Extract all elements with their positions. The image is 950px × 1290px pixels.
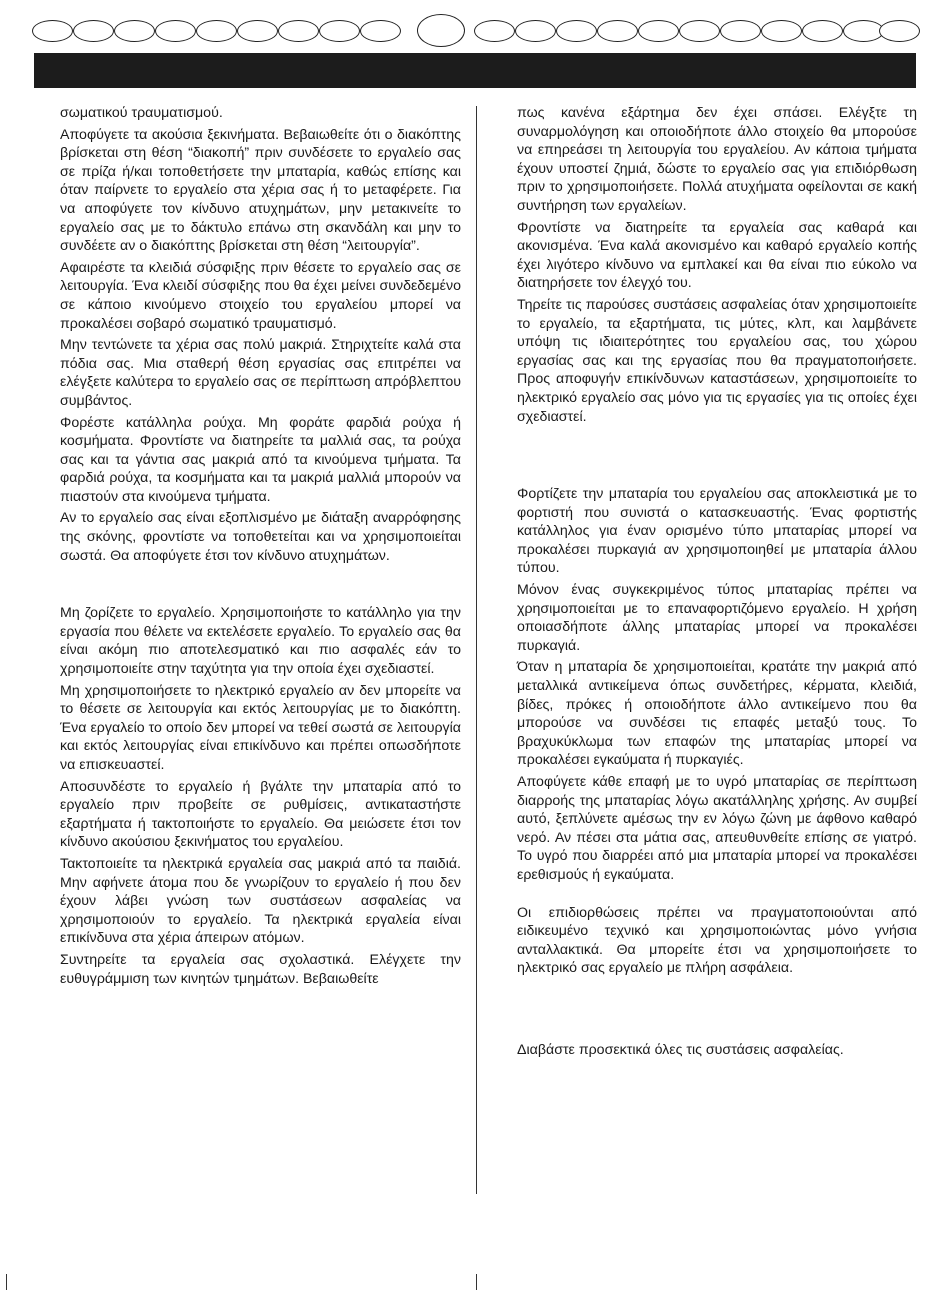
language-tab[interactable] bbox=[638, 20, 679, 42]
language-tab[interactable] bbox=[720, 20, 761, 42]
column-divider bbox=[476, 106, 477, 1194]
paragraph: σωματικού τραυματισμού. bbox=[60, 105, 223, 121]
language-tab[interactable] bbox=[73, 20, 114, 42]
language-tab[interactable] bbox=[597, 20, 638, 42]
language-tab[interactable] bbox=[360, 20, 401, 42]
language-tab[interactable] bbox=[155, 20, 196, 42]
header-bar bbox=[34, 53, 916, 88]
language-tab[interactable] bbox=[802, 20, 843, 42]
paragraph: Αποφύγετε τα ακούσια ξεκινήματα. Βεβαιωθείτε ότι ο διακόπτης βρίσκεται στη θέση “διακοπή” πριν συνδέσετε το εργαλείο σας σε πρίζα ή/και τοποθετήσετε την μπαταρία, καθώς επίσης και όταν παίρνετε το εργαλείο στα χέρια σας ή το μεταφέρετε. Για να αποφύγετε τον κίνδυνο ατυχημάτων, μην μετακινείτε το εργαλείο σας με το δάκτυλο επάνω στη σκανδάλη και μην το συνδέετε αν ο διακόπτης βρίσκεται στη θέση “λειτουργία”. bbox=[60, 126, 461, 255]
language-tab[interactable] bbox=[278, 20, 319, 42]
paragraph: Αποφύγετε κάθε επαφή με το υγρό μπαταρίας σε περίπτωση διαρροής της μπαταρίας λόγω ακατάλληλης χρήσης. Αν συμβεί αυτό, ξεπλύνετε αμέσως την εν λόγω ζώνη με άφθονο καθαρό νερό. Αν πέσει στα μάτια σας, απευθυνθείτε επίσης σε γιατρό. Το υγρό που διαρρέει από μια μπαταρία μπορεί να προκαλέσει ερεθισμούς ή εγκαύματα. bbox=[517, 774, 917, 883]
language-tab[interactable] bbox=[515, 20, 556, 42]
paragraph: Οι επιδιορθώσεις πρέπει να πραγματοποιούνται από ειδικευμένο τεχνικό και χρησιμοποιώντας μόνο γνήσια ανταλλακτικά. Θα μπορείτε έτσι να χρησιμοποιήσετε το ηλεκτρικό σας εργαλείο με πλήρη ασφάλεια. bbox=[517, 904, 917, 977]
paragraph: Μην τεντώνετε τα χέρια σας πολύ μακριά. Στηριχτείτε καλά στα πόδια σας. Μια σταθερή θέση εργασίας σας επιτρέπει να ελέγξετε καλύτερα το εργαλείο σας σε περίπτωση απρόβλεπτου συμβάντος. bbox=[60, 337, 461, 409]
language-tab[interactable] bbox=[319, 20, 360, 42]
paragraph: Φορτίζετε την μπαταρία του εργαλείου σας αποκλειστικά με το φορτιστή που συνιστά ο κατασκευαστής. Ένας φορτιστής κατάλληλος για έναν ορισμένο τύπο μπαταρίας μπορεί να προκαλέσει πυρκαγιά αν χρησιμοποιηθεί με μπαταρία άλλου τύπου. bbox=[517, 486, 917, 577]
language-tab[interactable] bbox=[879, 20, 920, 42]
language-tab[interactable] bbox=[237, 20, 278, 42]
paragraph: Μη ζορίζετε το εργαλείο. Χρησιμοποιήστε το κατάλληλο για την εργασία που θέλετε να εκτελέσετε εργαλείο. Το εργαλείο σας θα είναι ακόμη πιο αποτελεσματικό και πιο ασφαλές εάν το χρησιμοποιείτε στην ταχύτητα για την οποία έχει σχεδιαστεί. bbox=[60, 605, 461, 678]
paragraph: Μόνον ένας συγκεκριμένος τύπος μπαταρίας πρέπει να χρησιμοποιείται με το επαναφορτιζόμενο εργαλείο. Η χρήση οποιασδήποτε άλλης μπαταρίας μπορεί να προκαλέσει πυρκαγιά. bbox=[517, 582, 917, 654]
language-tab[interactable] bbox=[114, 20, 155, 42]
crop-mark bbox=[476, 1274, 477, 1290]
paragraph: Συντηρείτε τα εργαλεία σας σχολαστικά. Ελέγχετε την ευθυγράμμιση των κινητών τμημάτων. Βεβαιωθείτε bbox=[60, 951, 461, 987]
language-tab[interactable] bbox=[474, 20, 515, 42]
paragraph: Αφαιρέστε τα κλειδιά σύσφιξης πριν θέσετε το εργαλείο σας σε λειτουργία. Ένα κλειδί σύσφιξης που θα έχει μείνει συνδεδεμένο σε κάποιο κινούμενο στοιχείο του εργαλείου μπορεί να προκαλέσει σοβαρό σωματικό τραυματισμό. bbox=[60, 259, 461, 332]
language-tab[interactable] bbox=[196, 20, 237, 42]
paragraph: Τακτοποιείτε τα ηλεκτρικά εργαλεία σας μακριά από τα παιδιά. Μην αφήνετε άτομα που δε γνωρίζουν το εργαλείο ή που δεν έχουν λάβει γνώση των συστάσεων ασφαλείας να χρησιμοποιούν το εργαλείο. Τα ηλεκτρικά εργαλεία είναι επικίνδυνα στα χέρια άπειρων ατόμων. bbox=[60, 855, 461, 947]
language-tab[interactable] bbox=[32, 20, 73, 42]
language-tab[interactable] bbox=[843, 20, 884, 42]
paragraph: Όταν η μπαταρία δε χρησιμοποιείται, κρατάτε την μακριά από μεταλλικά αντικείμενα όπως συνδετήρες, κέρματα, κλειδιά, βίδες, πρόκες ή οποιοδήποτε άλλο αντικείμενο που θα μπορούσε να συνδέσει τις επαφές μεταξύ τους. Το βραχυκύκλωμα των επαφών της μπαταρίας μπορεί να προκαλέσει εγκαύματα ή πυρκαγιές. bbox=[517, 659, 917, 769]
paragraph: Διαβάστε προσεκτικά όλες τις συστάσεις ασφαλείας. bbox=[517, 1041, 844, 1058]
paragraph: Αποσυνδέστε το εργαλείο ή βγάλτε την μπαταρία από το εργαλείο πριν προβείτε σε ρυθμίσεις, αντικαταστήστε εξαρτήματα ή τακτοποιήστε το εργαλείο. Θα μειώσετε έτσι τον κίνδυνο ακούσιου ξεκινήματος του εργαλείου. bbox=[60, 778, 461, 851]
paragraph: Τηρείτε τις παρούσες συστάσεις ασφαλείας όταν χρησιμοποιείτε το εργαλείο, τα εξαρτήματα, τις μύτες, κλπ, και λαμβάνετε υπόψη τις ιδιαιτερότητες του εργαλείου σας, του χώρου εργασίας σας και της εργασίας που θα πραγματοποιήσετε. Προς αποφυγήν επικίνδυνων καταστάσεων, χρησιμοποιείτε το ηλεκτρικό εργαλείο σας μόνο για τις εργασίες για τις οποίες έχει σχεδιαστεί. bbox=[517, 296, 917, 425]
paragraph: πως κανένα εξάρτημα δεν έχει σπάσει. Ελέγξτε τη συναρμολόγηση και οποιοδήποτε άλλο στοιχείο θα μπορούσε να επηρεάσει τη λειτουργία του εργαλείου. Αν κάποια τμήματα έχουν υποστεί ζημιά, δώστε το εργαλείο σας για επιδιόρθωση πριν το χρησιμοποιήσετε. Πολλά ατυχήματα οφείλονται σε κακή συντήρηση των εργαλείων. bbox=[517, 105, 917, 214]
crop-mark bbox=[6, 1274, 7, 1290]
paragraph: Αν το εργαλείο σας είναι εξοπλισμένο με διάταξη αναρρόφησης της σκόνης, φροντίστε να τοποθετείται και να χρησιμοποιείται σωστά. Θα αποφύγετε έτσι τον κίνδυνο ατυχημάτων. bbox=[60, 510, 461, 564]
language-tab[interactable] bbox=[556, 20, 597, 42]
paragraph: Μη χρησιμοποιήσετε το ηλεκτρικό εργαλείο αν δεν μπορείτε να το θέσετε σε λειτουργία και εκτός λειτουργίας με το διακόπτη. Ένα εργαλείο το οποίο δεν μπορεί να τεθεί σωστά σε λειτουργία και εκτός λειτουργίας είναι επικίνδυνο και πρέπει οπωσδήποτε να επισκευαστεί. bbox=[60, 682, 461, 773]
language-tab[interactable] bbox=[761, 20, 802, 42]
language-tab[interactable] bbox=[679, 20, 720, 42]
right-column bbox=[517, 104, 917, 1063]
language-tab-active[interactable] bbox=[417, 14, 465, 47]
left-column bbox=[60, 104, 461, 991]
paragraph: Φροντίστε να διατηρείτε τα εργαλεία σας καθαρά και ακονισμένα. Ένα καλά ακονισμένο και καθαρό εργαλείο κοπής έχει λιγότερο κίνδυνο να εμπλακεί και θα είναι πιο εύκολο να διατηρήσετε τον έλεγχό του. bbox=[517, 219, 917, 292]
paragraph: Φορέστε κατάλληλα ρούχα. Μη φοράτε φαρδιά ρούχα ή κοσμήματα. Φροντίστε να διατηρείτε τα μαλλιά σας, τα ρούχα σας και τα γάντια σας μακριά από τα κινούμενα τμήματα. Τα φαρδιά ρούχα, τα κοσμήματα και τα μακριά μαλλιά μπορούν να πιαστούν στα κινούμενα τμήματα. bbox=[60, 414, 461, 505]
language-tab-strip bbox=[32, 18, 920, 44]
